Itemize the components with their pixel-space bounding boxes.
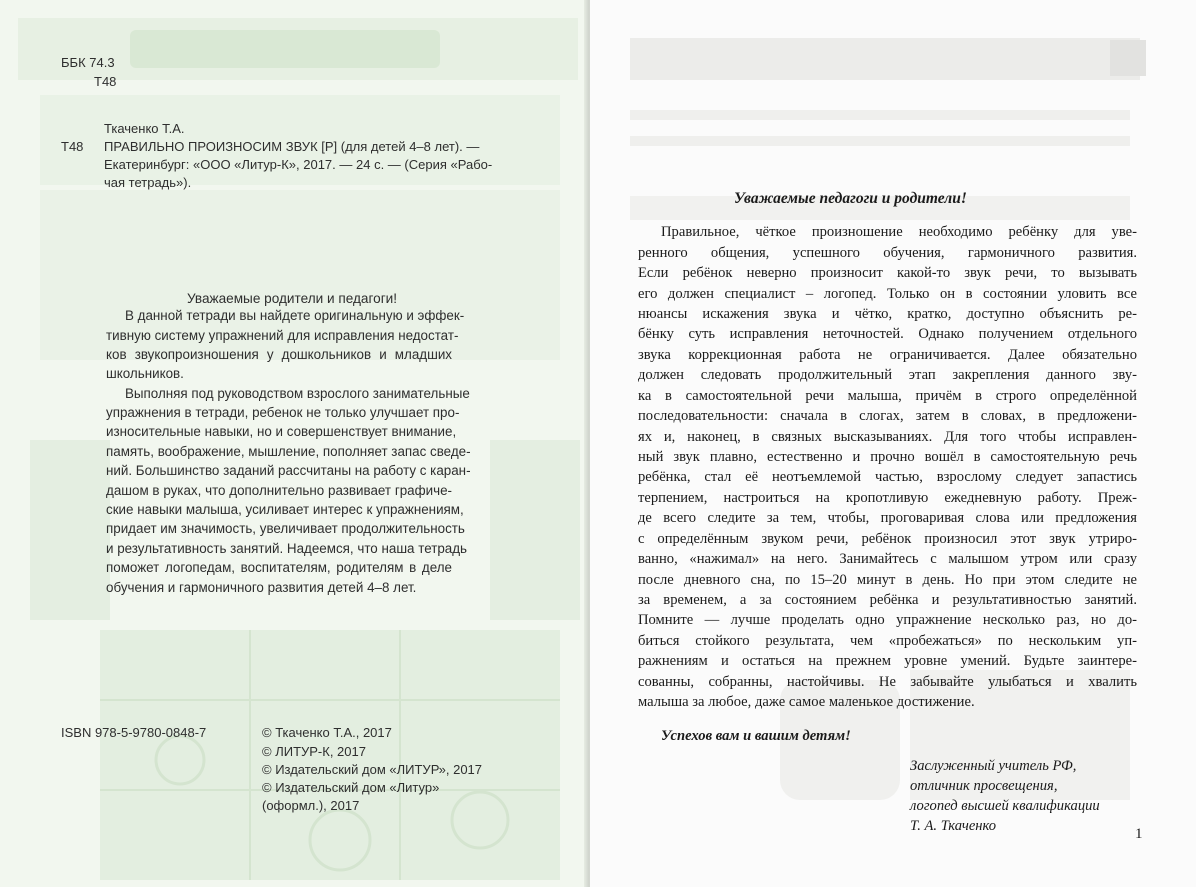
body-line: ванно, «нажимал» на него. Занимайтесь с малышом утром или сразу: [638, 551, 1137, 567]
body-line: должен следовать продолжительный этап закрепления данного зву-: [638, 367, 1137, 383]
signature-author: Т. А. Ткаченко: [910, 818, 997, 834]
left-page: [0, 0, 588, 887]
catalog-line: чая тетрадь»).: [104, 175, 192, 190]
body-line: терпением, настроиться на кропотливую ежедневную работу. Преж-: [638, 490, 1137, 506]
intro-line: ний. Большинство заданий рассчитаны на работу с каран-: [106, 463, 471, 478]
body-line: ка в самостоятельной речи малыша, причём в строго определённой: [638, 388, 1137, 404]
bbk-code: ББК 74.3: [61, 55, 115, 70]
intro-line: упражнения в тетради, ребенок не только улучшает про-: [106, 405, 460, 420]
copyright-line: © Издательский дом «ЛИТУР», 2017: [262, 762, 483, 777]
intro-line: память, воображение, мышление, пополняет запас сведе-: [106, 444, 471, 459]
intro-line: школьников.: [106, 366, 184, 381]
copyright-line: (оформл.), 2017: [262, 798, 360, 813]
copyright-line: © Ткаченко Т.А., 2017: [262, 725, 392, 740]
body-line: биться стойкого результата, чем «пробежаться» по нескольким уп-: [638, 633, 1137, 649]
body-line: сованны, собранны, настойчивы. Не забывайте улыбаться и хвалить: [638, 674, 1137, 690]
body-line: ренного общения, успешного обучения, гармоничного развития.: [638, 245, 1137, 261]
page-number: 1: [1135, 826, 1143, 842]
intro-line: Выполняя под руководством взрослого занимательные: [125, 386, 470, 401]
signature-line: отличник просвещения,: [910, 778, 1058, 794]
signature-line: логопед высшей квалификации: [910, 798, 1100, 814]
intro-line: поможет логопедам, воспитателям, родителям в деле: [106, 560, 452, 575]
body-line: ях и, наконец, в связных высказываниях. Для того чтобы исправлен-: [638, 429, 1137, 445]
body-line: с определённым звуком речи, ребёнок произносил этот звук утриро-: [638, 531, 1137, 547]
body-line: ный звук плавно, естественно и прочно вошёл в самостоятельную речь: [638, 449, 1137, 465]
body-line: бёнку суть исправления неточностей. Однако получением отдельного: [638, 326, 1137, 342]
body-line: звука коррекционная работа не ограничивается. Далее обязательно: [638, 347, 1137, 363]
right-page: [590, 0, 1196, 887]
intro-line: В данной тетради вы найдете оригинальную и эффек-: [125, 308, 465, 323]
intro-line: ков звукопроизношения у дошкольников и младших: [106, 347, 452, 362]
intro-line: дашом в руках, что дополнительно развивает графиче-: [106, 483, 452, 498]
intro-title: Уважаемые родители и педагоги!: [187, 291, 398, 306]
body-line: нюансы искажения звука и чётко, кратко, доступно объяснить ре-: [638, 306, 1137, 322]
body-line: последовательности: сначала в слогах, затем в словах, в предложени-: [638, 408, 1137, 424]
isbn: ISBN 978-5-9780-0848-7: [61, 725, 207, 740]
intro-line: обучения и гармоничного развития детей 4–8 лет.: [106, 580, 417, 595]
catalog-author: Ткаченко Т.А.: [104, 121, 185, 136]
intro-line: тивную систему упражнений для исправления недостат-: [106, 328, 459, 343]
copyright-line: © Издательский дом «Литур»: [262, 780, 440, 795]
body-line: де всего следите за тем, чтобы, проговаривая слова или предложения: [638, 510, 1137, 526]
intro-line: придает им значимость, увеличивает продолжительность: [106, 521, 465, 536]
catalog-line: ПРАВИЛЬНО ПРОИЗНОСИМ ЗВУК [Р] (для детей 4–8 лет). —: [104, 139, 480, 154]
author-mark: Т48: [94, 74, 117, 89]
body-line: Помните — лучше проделать одно упражнение несколько раз, но до-: [638, 612, 1137, 628]
greeting-heading: Уважаемые педагоги и родители!: [734, 190, 967, 207]
body-line: Правильное, чёткое произношение необходимо ребёнку для уве-: [661, 224, 1137, 240]
body-line: после дневного сна, по 15–20 минут в день. Но при этом следите не: [638, 572, 1137, 588]
catalog-mark: Т48: [61, 139, 84, 154]
signature-line: Заслуженный учитель РФ,: [910, 758, 1077, 774]
body-line: ражнениям и остаться на прежнем уровне умений. Будьте заинтере-: [638, 653, 1137, 669]
intro-line: и результативность занятий. Надеемся, что наша тетрадь: [106, 541, 468, 556]
body-line: малыша за любое, даже самое маленькое достижение.: [638, 694, 975, 710]
catalog-line: Екатеринбург: «ООО «Литур-К», 2017. — 24 с. — (Серия «Рабо-: [104, 157, 493, 172]
body-line: его должен специалист – логопед. Только он в состоянии уловить все: [638, 286, 1137, 302]
body-line: за временем, а за состоянием ребёнка и результативностью занятий.: [638, 592, 1137, 608]
body-line: Если ребёнок неверно произносит какой-то звук речи, то вызывать: [638, 265, 1137, 281]
body-line: ребёнка, стал её неотъемлемой частью, взрослому следует запастись: [638, 469, 1137, 485]
copyright-line: © ЛИТУР-К, 2017: [262, 744, 366, 759]
intro-line: износительные навыки, но и совершенствует внимание,: [106, 424, 457, 439]
intro-line: ские навыки малыша, усиливает интерес к упражнениям,: [106, 502, 464, 517]
closing-wish: Успехов вам и вашим детям!: [661, 728, 851, 744]
